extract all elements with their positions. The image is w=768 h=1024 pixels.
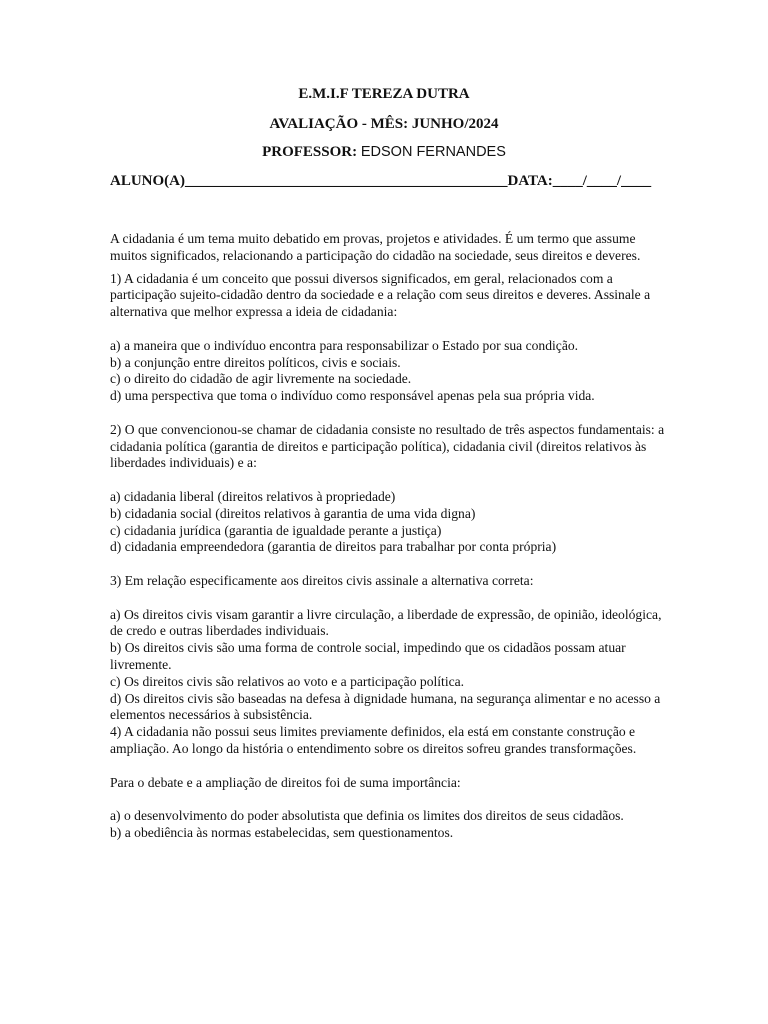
q1-option-d: d) uma perspectiva que toma o indivíduo como responsável apenas pela sua própria vida. [110,388,595,404]
professor-line [0,144,768,161]
q3-option-c: c) Os direitos civis são relativos ao voto e a participação política. [110,673,465,689]
question-2: 2) O que convencionou-se chamar de cidadania consiste no resultado de três aspectos fundamentais: a cidadania política (garantia de direitos e participação política), cidadania civil (direitos relativos às liberdades individuais) e a: [110,421,665,471]
q4-option-a: a) o desenvolvimento do poder absolutista que definia os limites dos direitos de seus cidadãos. [110,808,624,824]
question-4: 4) A cidadania não possui seus limites previamente definidos, ela está em constante construção e ampliação. Ao longo da história o entendimento sobre os direitos sofreu grandes transformações. [110,724,637,756]
q2-option-a: a) cidadania liberal (direitos relativos à propriedade) [110,488,396,504]
q3-option-d: d) Os direitos civis são baseadas na defesa à dignidade humana, na segurança alimentar e no acesso a elementos necessários à subsistência. [110,690,661,723]
exam-body [110,231,670,842]
evaluation-title: AVALIAÇÃO - MÊS: JUNHO/2024 [269,116,499,132]
q4-prompt: Para o debate e a ampliação de direitos foi de suma importância: [110,774,461,790]
student-date-line: ALUNO(A)___________________________________________DATA:____/____/____ [110,173,652,189]
question-3: 3) Em relação especificamente aos direitos civis assinale a alternativa correta: [110,572,534,588]
question-1: 1) A cidadania é um conceito que possui diversos significados, em geral, relacionados com a participação sujeito-cidadão dentro da sociedade e a relação com seus direitos e deveres. Assinale a alternativa que melhor expressa a ideia de cidadania: [110,270,651,320]
q3-option-a: a) Os direitos civis visam garantir a livre circulação, a liberdade de expressão, de opinião, ideológica, de credo e outras liberdades individuais. [110,606,662,639]
q1-option-a: a) a maneira que o indivíduo encontra para responsabilizar o Estado por sua condição. [110,337,579,353]
intro-paragraph: A cidadania é um tema muito debatido em provas, projetos e atividades. É um termo que assume muitos significados, relacionando a participação do cidadão na sociedade, seus direitos e deveres. [110,231,641,263]
q4-option-b: b) a obediência às normas estabelecidas, sem questionamentos. [110,824,454,840]
professor-label: PROFESSOR: [262,144,358,160]
q2-option-c: c) cidadania jurídica (garantia de igualdade perante a justiça) [110,522,442,538]
q1-option-b: b) a conjunção entre direitos políticos, civis e sociais. [110,354,401,370]
professor-name: EDSON FERNANDES [360,144,506,160]
school-name: E.M.I.F TEREZA DUTRA [298,86,470,102]
q1-option-c: c) o direito do cidadão de agir livremente na sociedade. [110,371,412,387]
q2-option-d: d) cidadania empreendedora (garantia de direitos para trabalhar por conta própria) [110,539,557,555]
q2-option-b: b) cidadania social (direitos relativos à garantia de uma vida digna) [110,505,476,521]
q3-option-b: b) Os direitos civis são uma forma de controle social, impedindo que os cidadãos possam atuar livremente. [110,640,626,672]
